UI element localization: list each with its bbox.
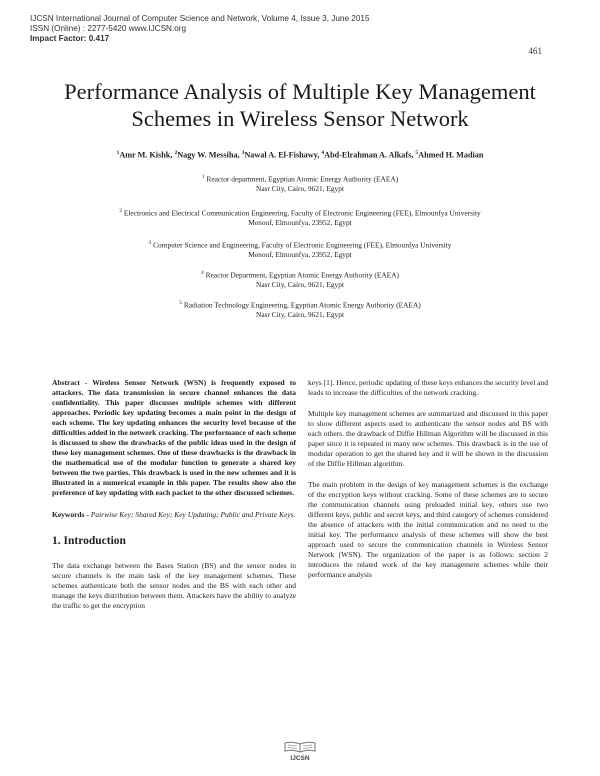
left-column xyxy=(52,378,296,611)
author-name: Nawal A. El-Fishawy, xyxy=(244,150,322,160)
journal-header-line2: ISSN (Online) : 2277-5420 www.IJCSN.org xyxy=(30,24,187,33)
abstract: Abstract - Wireless Sensor Network (WSN) is frequently exposed to attackers. The data transmission in secure channel enhances the data confidentiality. This paper discusses multiple schemes with different approaches. Periodic key updating becomes a main point in the design of each scheme. The key updating enhances the security level because of the difficulties added in the network cracking. The performance of each scheme is discussed to show the drawbacks of the public ideas used in the design of these key management schemes. One of these drawbacks is the drawback in the mathematical use of the modular function to generate a shared key between the two parties. This drawback is used in the new schemes and it is illustrated in a numerical example in this paper. The results show also the preference of key updating with each packet to the other discussed schemes. xyxy=(52,378,296,497)
journal-header-line1: IJCSN International Journal of Computer Science and Network, Volume 4, Issue 3, June 2015 xyxy=(30,14,370,23)
right-paragraph-2: Multiple key management schemes are summarized and discussed in this paper to show different aspects used to authenticate the sensor nodes and BS with each others. the drawback of Diffie Hillman Algorithm will be discussed in this paper since it is repeated in many new schemes. This drawback is in the use of modular operation to get the shared key and it will be shown in the discussion of the Diffie Hillman algorithm. xyxy=(308,409,548,468)
author-name: Nagy W. Messiha, xyxy=(177,150,242,160)
keywords-label: Keywords - xyxy=(52,510,91,519)
journal-header xyxy=(30,14,370,44)
affiliation-5 xyxy=(30,298,570,320)
right-paragraph-1: keys [1]. Hence, periodic updating of these keys enhances the security level and leads to increase the difficulties of the network cracking. xyxy=(308,378,548,397)
author-name: Ahmed H. Madian xyxy=(418,150,484,160)
keywords xyxy=(52,510,296,520)
affiliation-4 xyxy=(30,268,570,290)
affiliation-sup: 3 xyxy=(148,240,152,246)
footer-label: IJCSN xyxy=(290,755,310,762)
affiliation-address: Nasr City, Cairo, 9621, Egypt xyxy=(256,280,344,290)
affiliation-address: Nasr City, Cairo, 9621, Egypt xyxy=(256,184,344,194)
section-heading-introduction: 1. Introduction xyxy=(52,535,126,547)
affiliation-2 xyxy=(30,206,570,228)
author-list xyxy=(30,150,570,160)
right-paragraph-3: The main problem in the design of key management schemes is the exchange of the encryption keys without cracking. Some of these schemes are to secure the communication channels using preloaded initial key, others use two different keys, public and secret keys, and third category of schemes considered the absence of attackers with the initial communication and no need to the initial key. The performance analysis of these schemes will show the best approach used to secure the communication channels in Wireless Sensor Network (WSN). The organization of the paper is as follows: section 2 introduces the related work of the key management schemes while their performance analysis xyxy=(308,480,548,579)
author-sup: 3 xyxy=(241,150,245,156)
affiliation-address: Nasr City, Cairo, 9621, Egypt xyxy=(256,310,344,320)
intro-paragraph-1: The data exchange between the Bases Station (BS) and the sensor nodes in secure channels is the main task of the key management schemes. These schemes authenticate both the sensor nodes and the BS with each other and manage the keys distribution between them. Attackers have the ability to analyze the traffic to get the encryption xyxy=(52,561,296,610)
book-logo-icon xyxy=(283,740,317,754)
impact-factor: Impact Factor: 0.417 xyxy=(30,34,110,43)
affiliation-line: Computer Science and Engineering, Faculty of Electronic Engineering (FEE), Elmounfya University xyxy=(151,240,452,250)
affiliation-sup: 1 xyxy=(201,174,205,180)
affiliation-sup: 2 xyxy=(119,208,122,214)
author-sup: 2 xyxy=(174,150,178,156)
paper-title-line2: Schemes in Wireless Sensor Network xyxy=(131,106,469,131)
author-name: Amr M. Kishk, xyxy=(119,150,175,160)
affiliation-line: Reactor Department, Egyptian Atomic Energy Authority (EAEA) xyxy=(203,270,399,280)
affiliation-address: Menouf, Elmounfya, 23952, Egypt xyxy=(248,250,352,260)
affiliation-1 xyxy=(30,172,570,194)
affiliation-sup: 5 xyxy=(179,300,182,306)
right-column xyxy=(308,378,548,580)
affiliation-3 xyxy=(30,238,570,260)
affiliation-line: Electronics and Electrical Communication Engineering, Faculty of Electronic Engineering (FEE), Elmounfya University xyxy=(122,208,481,218)
keywords-text: Pairwise Key; Shared Key; Key Updating; Public and Private Keys. xyxy=(90,510,296,519)
page-number: 461 xyxy=(528,46,542,56)
author-name: Abd-Elrahman A. Alkafs, xyxy=(324,150,416,160)
author-sup: 5 xyxy=(415,150,419,156)
affiliation-line: Radiation Technology Engineering, Egyptian Atomic Energy Authority (EAEA) xyxy=(182,300,421,310)
author-sup: 1 xyxy=(116,150,120,156)
affiliation-sup: 4 xyxy=(200,270,204,276)
author-sup: 4 xyxy=(321,150,325,156)
affiliation-address: Menouf, Elmounfya, 23952, Egypt xyxy=(248,218,352,228)
affiliation-line: Reactor department, Egyptian Atomic Energy Authority (EAEA) xyxy=(204,174,399,184)
paper-title xyxy=(30,78,570,132)
paper-title-line1: Performance Analysis of Multiple Key Management xyxy=(64,79,536,104)
footer xyxy=(0,740,600,762)
